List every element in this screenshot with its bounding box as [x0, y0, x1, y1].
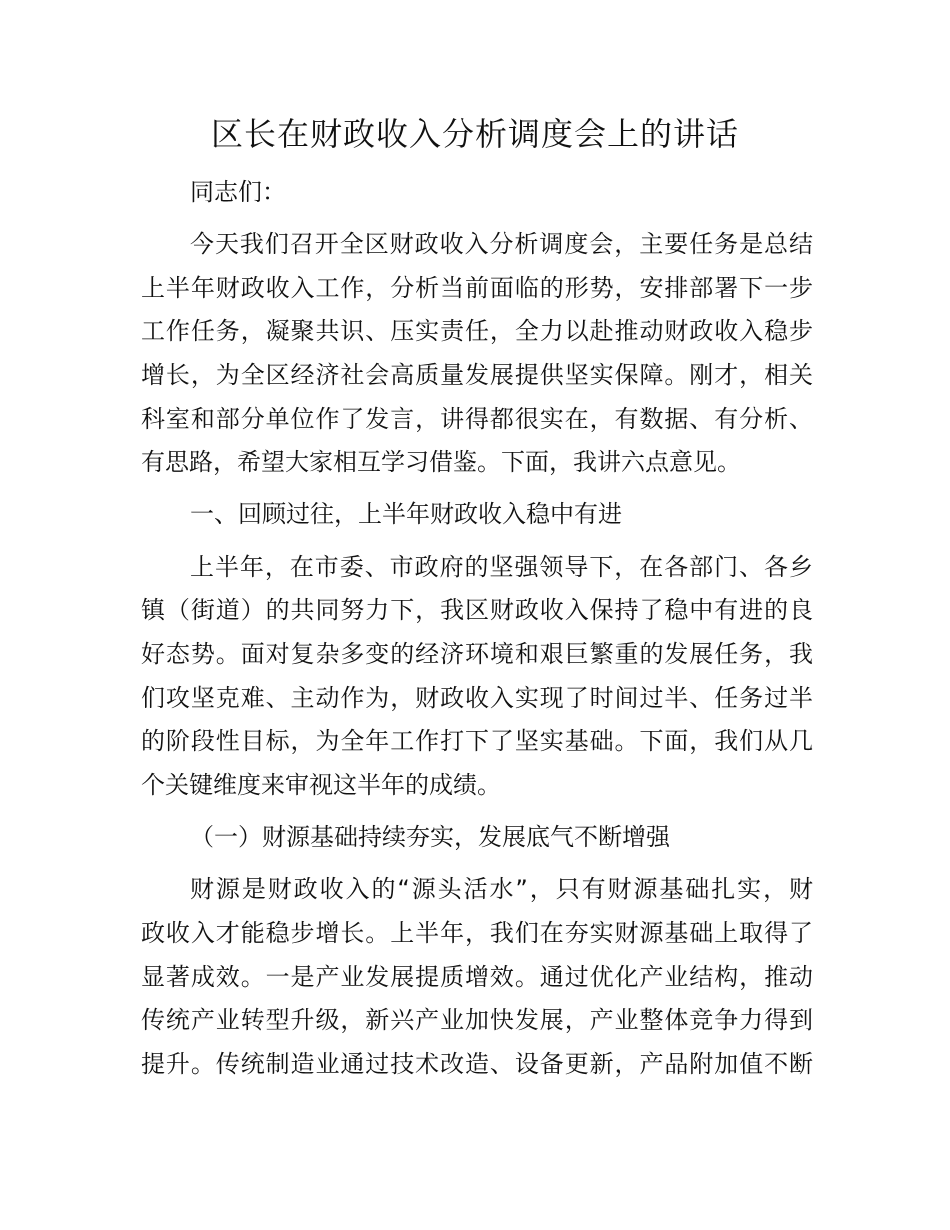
subsection-heading-1: （一）财源基础持续夯实，发展底气不断增强: [190, 823, 670, 851]
paragraph-2-line-3: 好态势。面对复杂多变的经济环境和艰巨繁重的发展任务，我: [141, 640, 813, 668]
paragraph-1-line-6: 有思路，希望大家相互学习借鉴。下面，我讲六点意见。: [141, 448, 741, 476]
paragraph-3-line-2: 政收入才能稳步增长。上半年，我们在夯实财源基础上取得了: [141, 919, 813, 947]
paragraph-1-line-4: 增长，为全区经济社会高质量发展提供坚实保障。刚才，相关: [141, 361, 813, 389]
paragraph-2-line-2: 镇（街道）的共同努力下，我区财政收入保持了稳中有进的良: [141, 596, 813, 624]
paragraph-3-line-3: 显著成效。一是产业发展提质增效。通过优化产业结构，推动: [141, 963, 813, 991]
paragraph-3-line-5: 提升。传统制造业通过技术改造、设备更新，产品附加值不断: [141, 1050, 813, 1078]
document-title: 区长在财政收入分析调度会上的讲话: [210, 115, 739, 153]
paragraph-1-line-1: 今天我们召开全区财政收入分析调度会，主要任务是总结: [190, 230, 813, 258]
paragraph-3-line-4: 传统产业转型升级，新兴产业加快发展，产业整体竞争力得到: [141, 1006, 813, 1034]
paragraph-2-line-4: 们攻坚克难、主动作为，财政收入实现了时间过半、任务过半: [141, 684, 813, 712]
paragraph-1-line-5: 科室和部分单位作了发言，讲得都很实在，有数据、有分析、: [141, 405, 813, 433]
salutation: 同志们：: [190, 178, 286, 206]
paragraph-2-line-6: 个关键维度来审视这半年的成绩。: [141, 771, 501, 799]
paragraph-3-line-1: 财源是财政收入的“源头活水”，只有财源基础扎实，财: [190, 875, 813, 903]
paragraph-2-line-1: 上半年，在市委、市政府的坚强领导下，在各部门、各乡: [190, 553, 813, 581]
paragraph-1-line-3: 工作任务，凝聚共识、压实责任，全力以赴推动财政收入稳步: [141, 317, 813, 345]
paragraph-2-line-5: 的阶段性目标，为全年工作打下了坚实基础。下面，我们从几: [141, 727, 813, 755]
section-heading-1: 一、回顾过往，上半年财政收入稳中有进: [190, 500, 622, 528]
paragraph-1-line-2: 上半年财政收入工作，分析当前面临的形势，安排部署下一步: [141, 274, 813, 302]
